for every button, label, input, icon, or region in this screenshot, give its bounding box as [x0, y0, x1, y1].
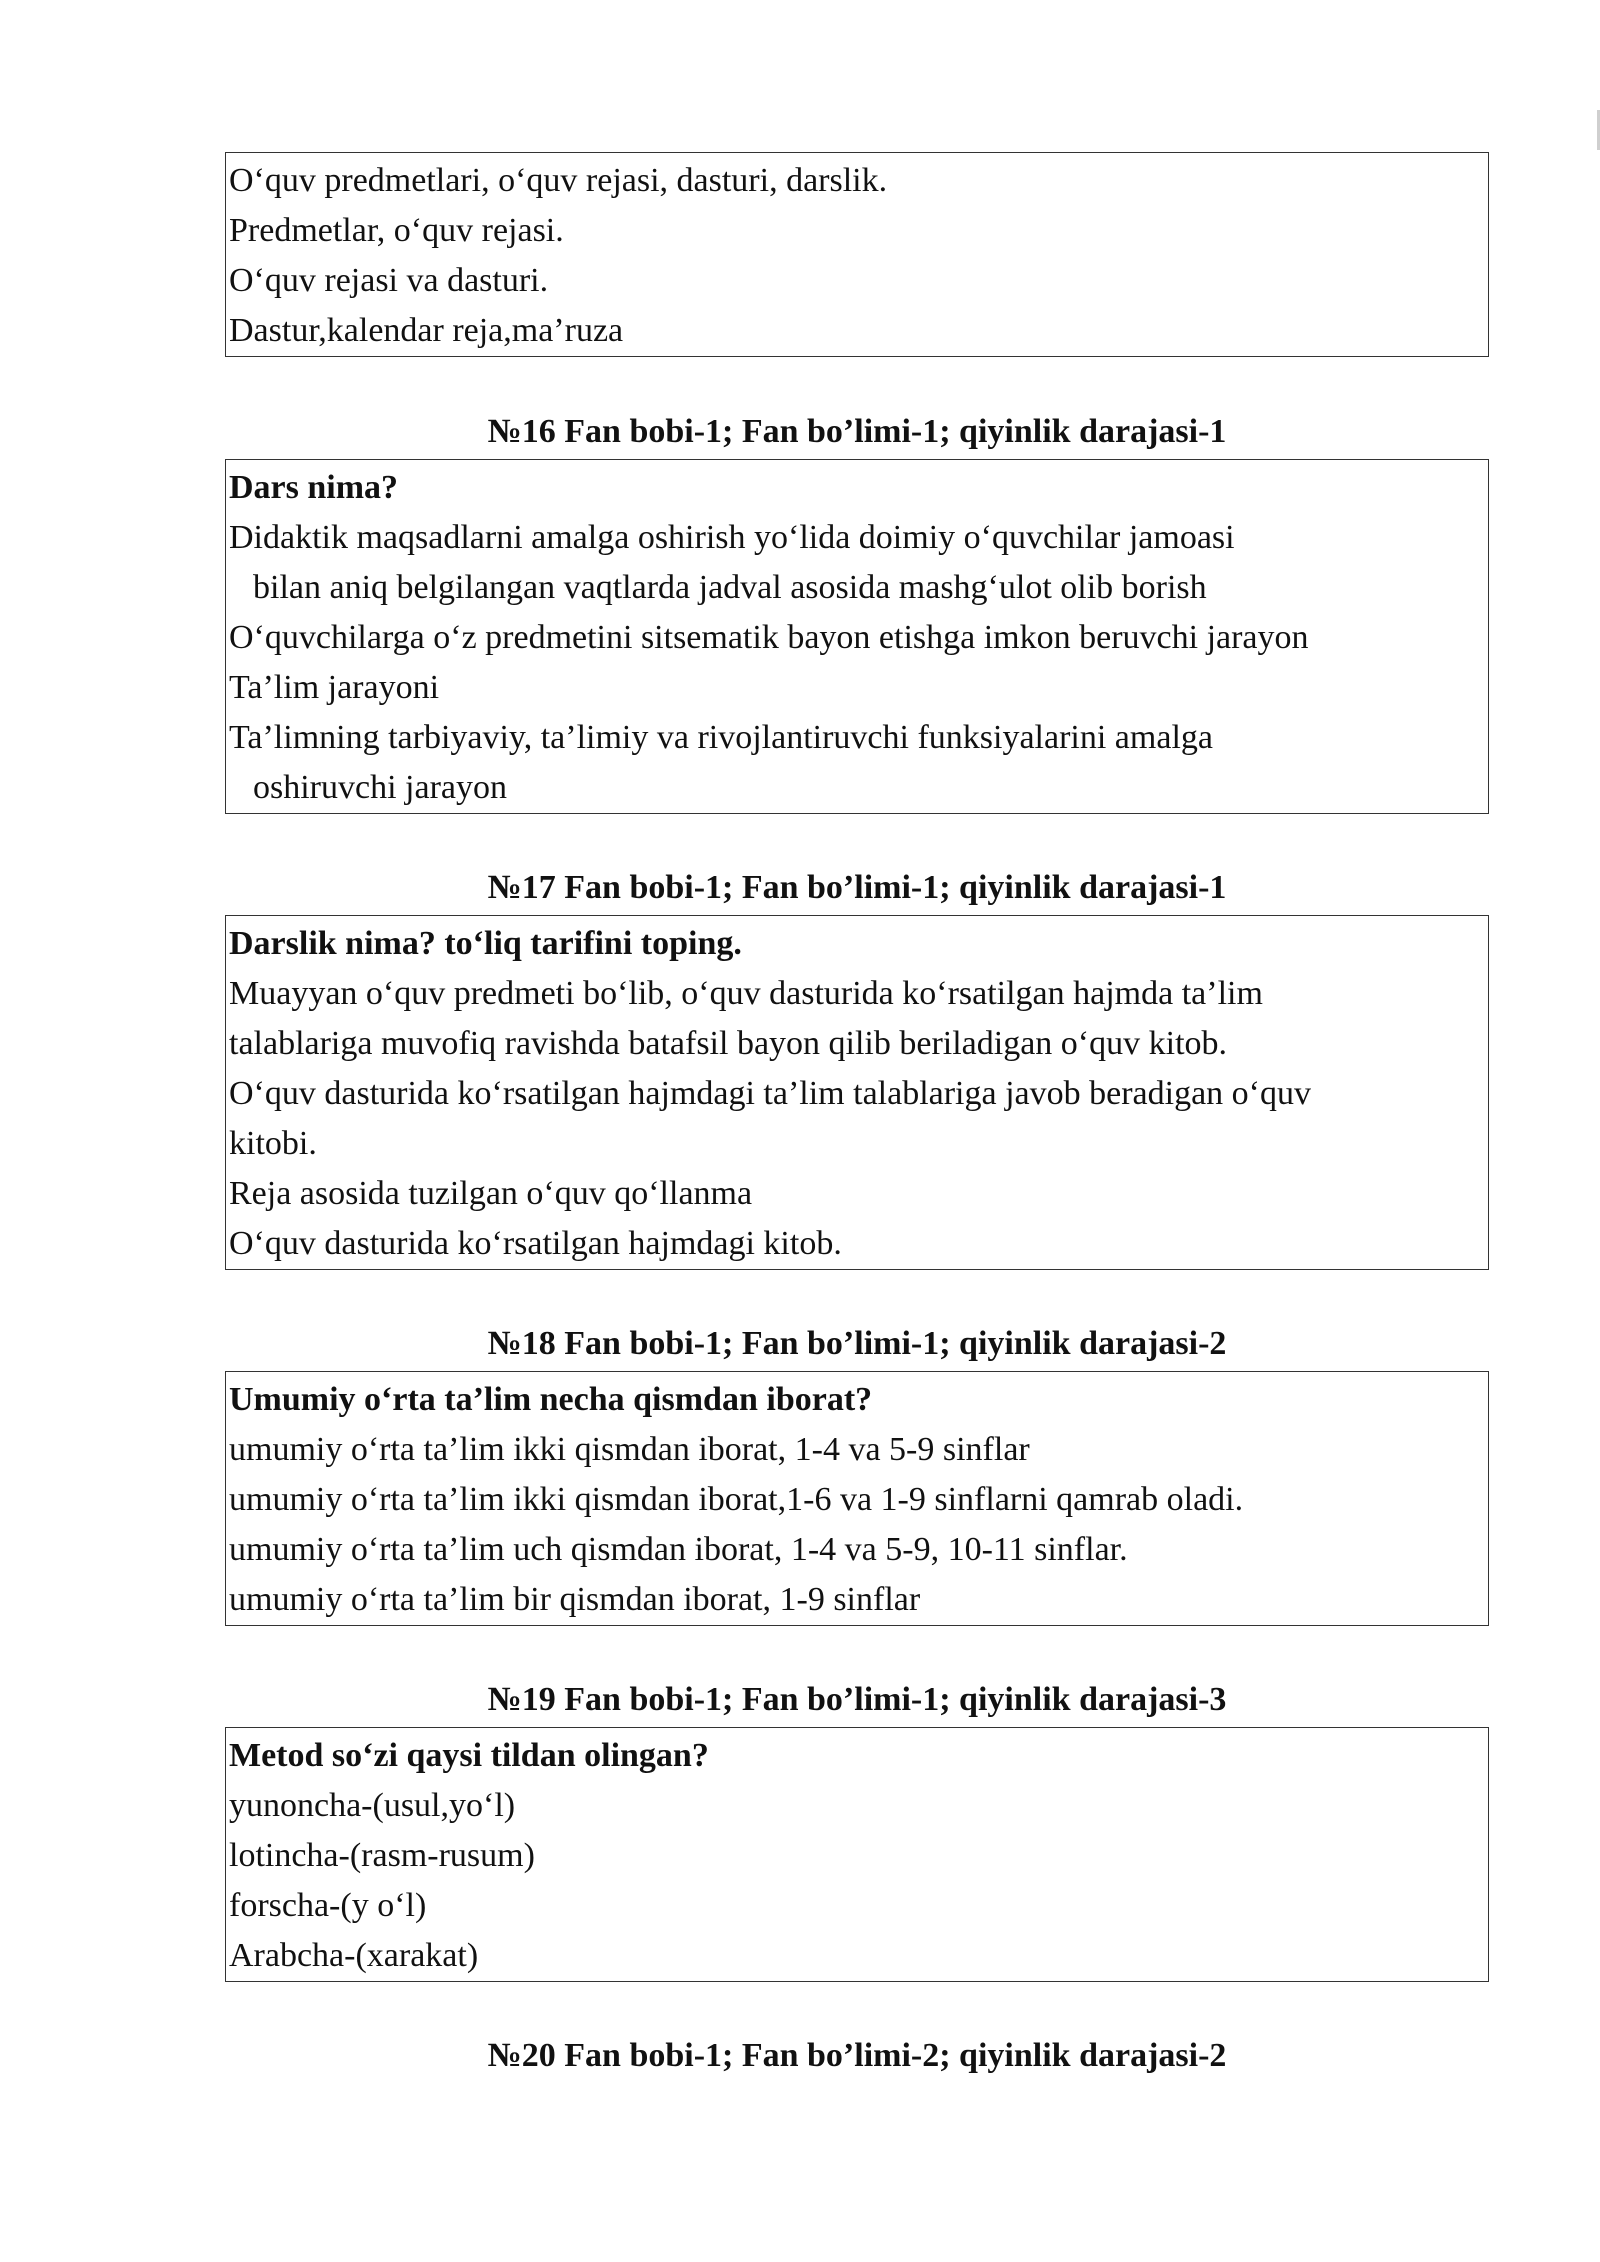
- answer-option: O‘quv dasturida ko‘rsatilgan hajmdagi ta’lim talablariga javob beradigan o‘quv: [229, 1075, 1311, 1112]
- answer-option: O‘quv rejasi va dasturi.: [229, 262, 549, 299]
- answer-option-continuation: oshiruvchi jarayon: [253, 769, 507, 806]
- answer-option: Predmetlar, o‘quv rejasi.: [229, 212, 564, 249]
- answer-box-previous: [225, 152, 1489, 357]
- answer-option-continuation: bilan aniq belgilangan vaqtlarda jadval asosida mashg‘ulot olib borish: [253, 569, 1207, 606]
- question-heading-18: №18 Fan bobi-1; Fan bo’limi-1; qiyinlik darajasi-2: [487, 1325, 1227, 1362]
- answer-option: umumiy o‘rta ta’lim ikki qismdan iborat,1-6 va 1-9 sinflarni qamrab oladi.: [229, 1481, 1244, 1518]
- answer-option: Muayyan o‘quv predmeti bo‘lib, o‘quv dasturida ko‘rsatilgan hajmda ta’lim: [229, 975, 1263, 1012]
- question-heading-16: №16 Fan bobi-1; Fan bo’limi-1; qiyinlik darajasi-1: [487, 413, 1227, 450]
- answer-option: Ta’limning tarbiyaviy, ta’limiy va rivojlantiruvchi funksiyalarini amalga: [229, 719, 1213, 756]
- question-box-18: [225, 1371, 1489, 1626]
- answer-option: Reja asosida tuzilgan o‘quv qo‘llanma: [229, 1175, 753, 1212]
- question-box-19: [225, 1727, 1489, 1982]
- answer-option: lotincha-(rasm-rusum): [229, 1837, 535, 1874]
- answer-option: umumiy o‘rta ta’lim bir qismdan iborat, 1-9 sinflar: [229, 1581, 921, 1618]
- answer-option: forscha-(y o‘l): [229, 1887, 427, 1924]
- answer-option-continuation: talablariga muvofiq ravishda batafsil bayon qilib beriladigan o‘quv kitob.: [229, 1025, 1228, 1062]
- question-heading-20: №20 Fan bobi-1; Fan bo’limi-2; qiyinlik darajasi-2: [487, 2037, 1227, 2074]
- answer-option: Arabcha-(xarakat): [229, 1937, 479, 1974]
- question-text: Umumiy o‘rta ta’lim necha qismdan iborat?: [229, 1381, 873, 1418]
- answer-option: Ta’lim jarayoni: [229, 669, 440, 706]
- answer-option: O‘quvchilarga o‘z predmetini sitsematik bayon etishga imkon beruvchi jarayon: [229, 619, 1309, 656]
- answer-option: Dastur,kalendar reja,ma’ruza: [229, 312, 624, 349]
- question-heading-17: №17 Fan bobi-1; Fan bo’limi-1; qiyinlik darajasi-1: [487, 869, 1227, 906]
- answer-option: umumiy o‘rta ta’lim ikki qismdan iborat, 1-4 va 5-9 sinflar: [229, 1431, 1030, 1468]
- answer-option: O‘quv dasturida ko‘rsatilgan hajmdagi kitob.: [229, 1225, 842, 1262]
- question-text: Darslik nima? to‘liq tarifini toping.: [229, 925, 742, 962]
- question-box-17: [225, 915, 1489, 1270]
- answer-option: umumiy o‘rta ta’lim uch qismdan iborat, 1-4 va 5-9, 10-11 sinflar.: [229, 1531, 1128, 1568]
- answer-option: O‘quv predmetlari, o‘quv rejasi, dasturi, darslik.: [229, 162, 888, 199]
- answer-option: Didaktik maqsadlarni amalga oshirish yo‘lida doimiy o‘quvchilar jamoasi: [229, 519, 1235, 556]
- question-text: Metod so‘zi qaysi tildan olingan?: [229, 1737, 709, 1774]
- answer-option-continuation: kitobi.: [229, 1125, 317, 1162]
- question-heading-19: №19 Fan bobi-1; Fan bo’limi-1; qiyinlik darajasi-3: [487, 1681, 1227, 1718]
- answer-option: yunoncha-(usul,yo‘l): [229, 1787, 516, 1824]
- question-box-16: [225, 459, 1489, 814]
- question-text: Dars nima?: [229, 469, 399, 506]
